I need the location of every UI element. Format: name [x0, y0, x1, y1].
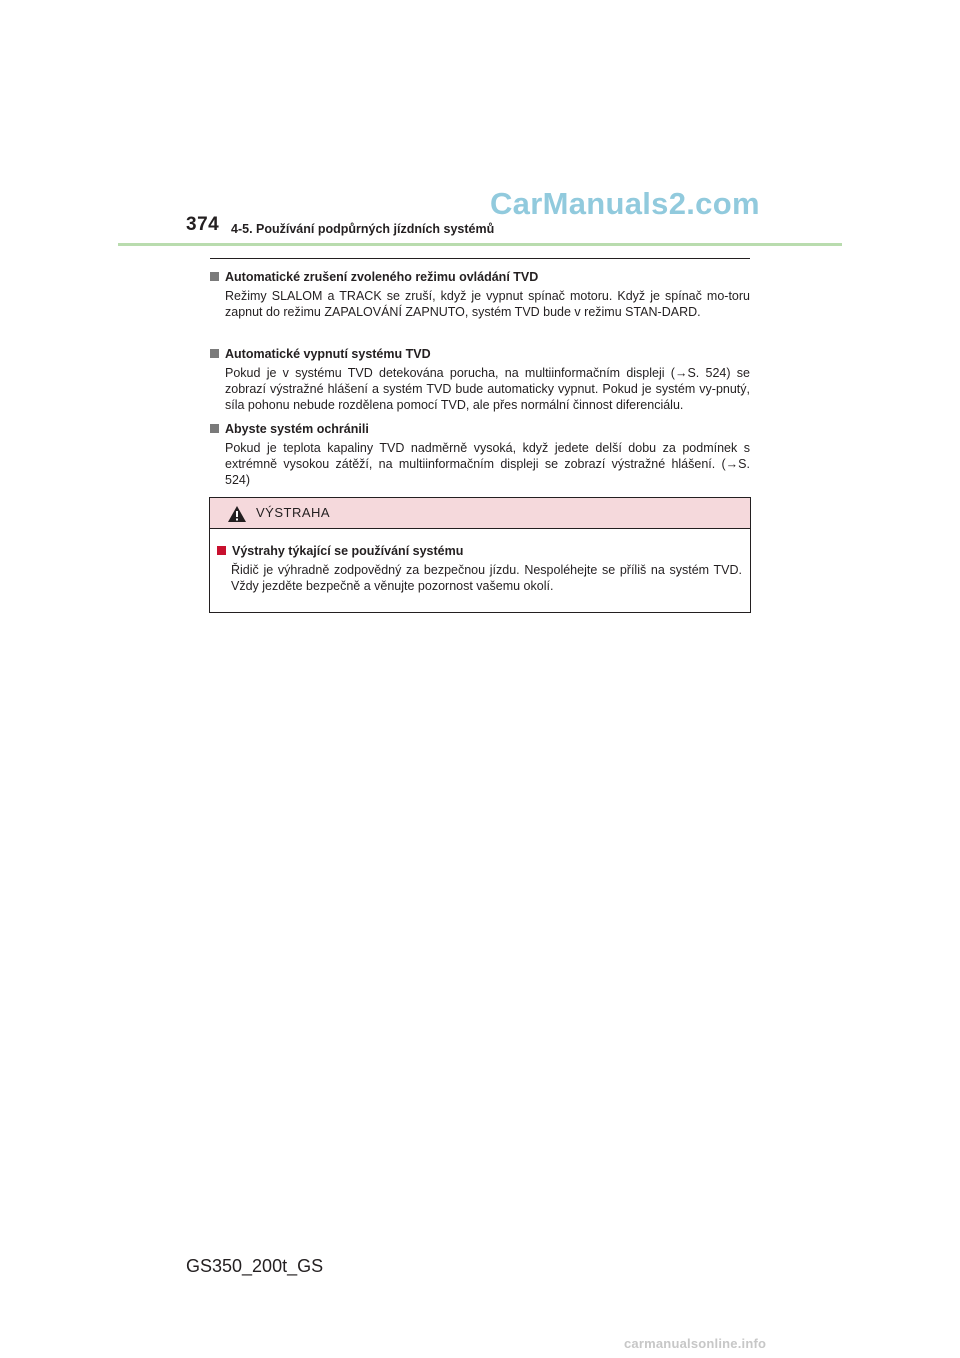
warning-title: VÝSTRAHA [256, 505, 331, 520]
section-title: 4-5. Používání podpůrných jízdních systémů [231, 222, 495, 236]
square-bullet-icon [210, 424, 219, 433]
red-square-bullet-icon [217, 546, 226, 555]
section-heading: Abyste systém ochránili [225, 422, 369, 436]
warning-body [217, 542, 742, 594]
section-protect [210, 420, 750, 488]
section-heading: Automatické vypnutí systému TVD [225, 347, 431, 361]
section-auto-cancel [210, 268, 750, 320]
watermark-logo: CarManuals2.com [490, 186, 760, 221]
footer-model-code: GS350_200t_GS [186, 1256, 324, 1276]
square-bullet-icon [210, 349, 219, 358]
content-divider [210, 258, 750, 259]
warning-text: Řidič je výhradně zodpovědný za bezpečnou jízdu. Nespoléhejte se příliš na systém TVD. Vždy jezděte bezpečně a věnujte pozornost vašemu okolí. [231, 563, 742, 593]
section-auto-off [210, 345, 750, 413]
warning-box [209, 497, 751, 613]
warning-heading: Výstrahy týkající se používání systému [232, 544, 464, 558]
square-bullet-icon [210, 272, 219, 281]
page-number: 374 [186, 214, 220, 235]
footer-watermark: carmanualsonline.info [624, 1336, 767, 1351]
section-text: Pokud je v systému TVD detekována porucha, na multiinformačním displeji (→S. 524) se zobrazí výstražné hlášení a systém TVD bude automaticky vypnut. Pokud je systém vy-pnutý, síla pohonu nebude rozdělena pomocí TVD, ale přes normální činnost diferenciálu. [225, 366, 750, 412]
header-divider [118, 243, 842, 246]
section-text: Režimy SLALOM a TRACK se zruší, když je vypnut spínač motoru. Když je spínač mo-toru zapnut do režimu ZAPALOVÁNÍ ZAPNUTO, systém TVD bude v režimu STAN-DARD. [225, 289, 750, 319]
section-heading: Automatické zrušení zvoleného režimu ovládání TVD [225, 270, 539, 284]
warning-header [210, 498, 750, 529]
section-text: Pokud je teplota kapaliny TVD nadměrně vysoká, když jedete delší dobu za podmínek s extrémně vysokou zátěží, na multiinformačním displeji se zobrazí výstražné hlášení. (→S. 524) [225, 441, 750, 487]
warning-triangle-icon [227, 505, 247, 523]
